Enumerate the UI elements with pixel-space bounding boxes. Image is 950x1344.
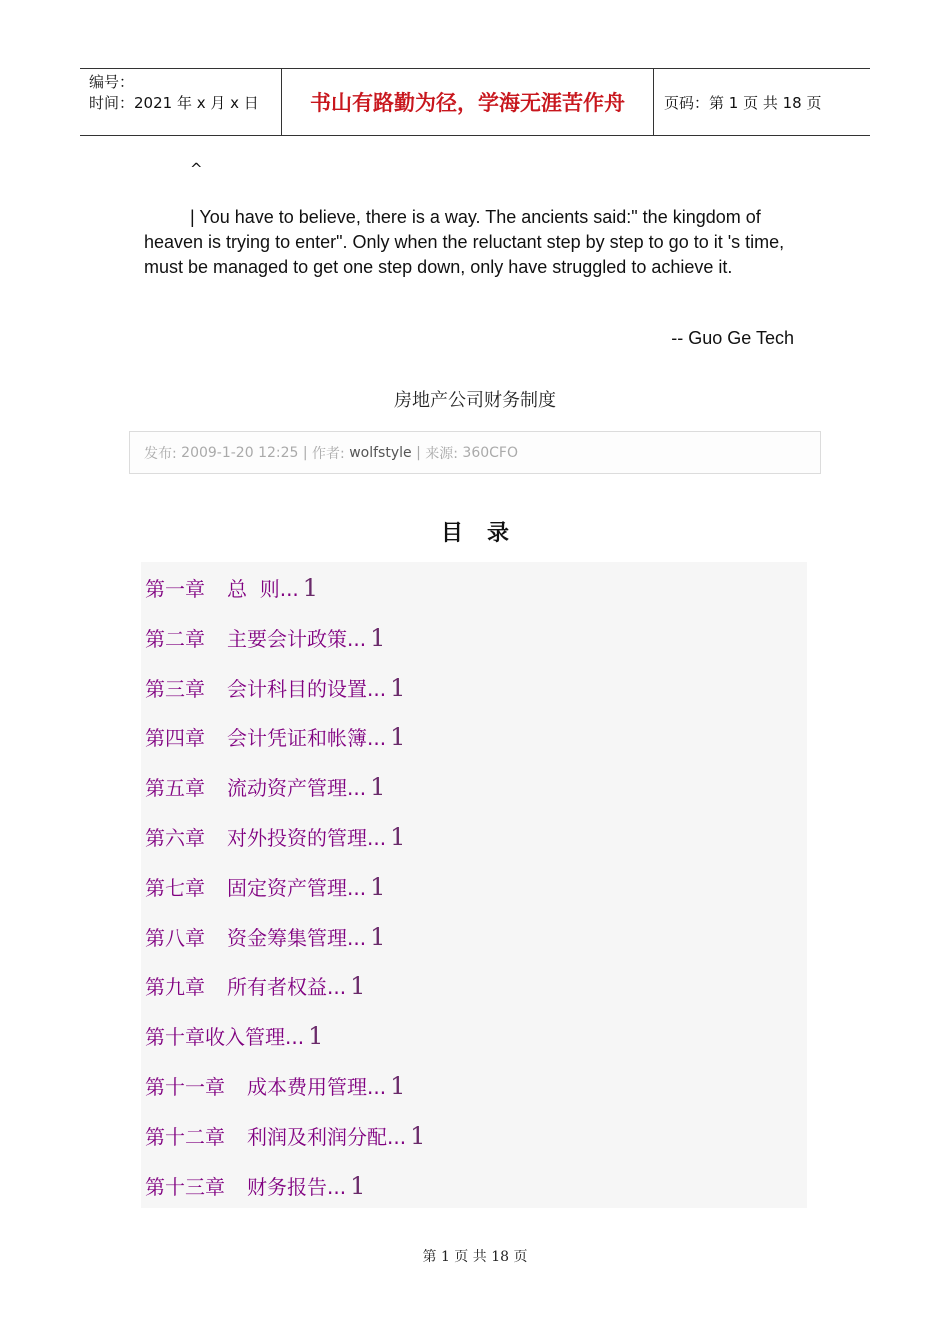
toc-item[interactable] [145, 1016, 323, 1056]
toc-chapter: 第二章 [145, 626, 205, 651]
published-label: 发布: [144, 445, 177, 462]
toc-page-number: 1 [308, 1022, 324, 1051]
toc-chapter: 第九章 [145, 975, 205, 1000]
toc-chapter: 第十一章 [145, 1075, 225, 1099]
toc-chapter: 第五章 [145, 776, 205, 801]
quote-text: | You have to believe, there is a way. The ancients said:" the kingdom of heaven is trying to enter". Only when the reluctant step by step to go to it 's time, must be managed to get one step down, only have struggled to achieve it. [144, 207, 785, 277]
toc-page-number: 1 [370, 922, 386, 951]
toc-chapter-name: 收入管理 [205, 1025, 285, 1050]
toc-item[interactable] [145, 817, 405, 857]
toc-page-number: 1 [302, 574, 319, 602]
toc-chapter-name: 利润及利润分配 [247, 1124, 387, 1149]
source-value: 360CFO [462, 444, 518, 461]
toc-leader-dots: ... [279, 577, 299, 601]
toc-item[interactable] [145, 668, 405, 708]
toc-chapter: 第三章 [145, 676, 205, 701]
quote-author: -- Guo Ge Tech [671, 328, 794, 348]
toc-leader-dots: ... [347, 875, 367, 900]
toc-chapter: 第十章 [145, 1025, 205, 1050]
page-footer: 第 1 页 共 18 页 [422, 1249, 528, 1265]
toc-item[interactable] [145, 767, 385, 807]
toc-item[interactable] [145, 1166, 365, 1206]
header-info [80, 69, 281, 135]
number-label: 编号： [89, 73, 135, 91]
toc-page-number: 1 [370, 623, 386, 652]
header-motto: 书山有路勤为径，学海无涯苦作舟 [281, 69, 654, 135]
time-label: 时间：2021 年 x 月 x 日 [89, 94, 259, 112]
toc-item[interactable] [145, 1116, 425, 1156]
toc-page-number: 1 [410, 1121, 426, 1150]
toc-chapter: 第一章 [145, 577, 205, 601]
toc-leader-dots: ... [347, 626, 367, 651]
toc-page-number: 1 [370, 872, 386, 901]
toc-leader-dots: ... [327, 1174, 347, 1199]
toc-item[interactable] [145, 717, 405, 757]
toc-chapter: 第四章 [145, 726, 205, 751]
toc-chapter-name: 财务报告 [247, 1174, 327, 1199]
toc-leader-dots: ... [347, 776, 367, 801]
toc-item[interactable] [145, 618, 385, 658]
toc-chapter: 第七章 [145, 875, 205, 900]
toc-chapter-name: 会计凭证和帐簿 [227, 726, 367, 751]
toc-item[interactable] [145, 568, 318, 608]
toc-chapter-name: 所有者权益 [227, 975, 327, 1000]
toc-leader-dots: ... [387, 1124, 407, 1149]
toc-leader-dots: ... [367, 726, 387, 751]
toc-title: 目录 [440, 521, 533, 546]
page-header [80, 68, 870, 136]
toc-item[interactable] [145, 1066, 405, 1106]
toc-chapter-name: 主要会计政策 [227, 626, 347, 651]
published-value: 2009-1-20 12:25 [181, 444, 299, 461]
article-meta: 发布: 2009-1-20 12:25 | 作者: wolfstyle | 来源: 360CFO [129, 431, 821, 474]
toc-page-number: 1 [390, 673, 406, 702]
toc-item[interactable] [145, 966, 365, 1006]
author-link[interactable]: wolfstyle [349, 444, 412, 461]
toc-chapter-name: 资金筹集管理 [227, 925, 347, 950]
toc-chapter-name: 固定资产管理 [227, 875, 347, 900]
toc-leader-dots: ... [367, 1075, 387, 1099]
toc-chapter-name: 成本费用管理 [247, 1075, 367, 1099]
toc-page-number: 1 [390, 823, 406, 851]
toc-chapter: 第六章 [145, 826, 205, 850]
toc-leader-dots: ... [327, 975, 347, 1000]
toc-chapter: 第十二章 [145, 1124, 225, 1149]
toc-leader-dots: ... [347, 925, 367, 950]
toc-chapter: 第八章 [145, 925, 205, 950]
document-title: 房地产公司财务制度 [394, 390, 556, 411]
toc-leader-dots: ... [367, 826, 387, 850]
header-page-info: 页码：第 1 页 共 18 页 [664, 93, 822, 112]
quote-paragraph [144, 205, 808, 280]
toc-chapter: 第十三章 [145, 1174, 225, 1199]
toc-chapter-name: 总 则 [227, 577, 280, 601]
toc-chapter-name: 对外投资的管理 [227, 826, 367, 850]
toc-leader-dots: ... [367, 676, 387, 701]
author-label: 作者: [312, 445, 345, 462]
toc-page-number: 1 [390, 1072, 406, 1100]
caret-mark: ^ [190, 160, 203, 178]
toc-item[interactable] [145, 917, 385, 957]
toc-chapter-name: 流动资产管理 [227, 776, 347, 801]
toc-panel [141, 562, 807, 1208]
toc-page-number: 1 [350, 972, 366, 1001]
toc-page-number: 1 [370, 773, 386, 802]
toc-item[interactable] [145, 867, 385, 907]
toc-page-number: 1 [390, 723, 406, 752]
toc-page-number: 1 [350, 1171, 366, 1200]
toc-leader-dots: ... [285, 1025, 305, 1050]
toc-chapter-name: 会计科目的设置 [227, 676, 367, 701]
source-label: 来源: [425, 445, 458, 462]
